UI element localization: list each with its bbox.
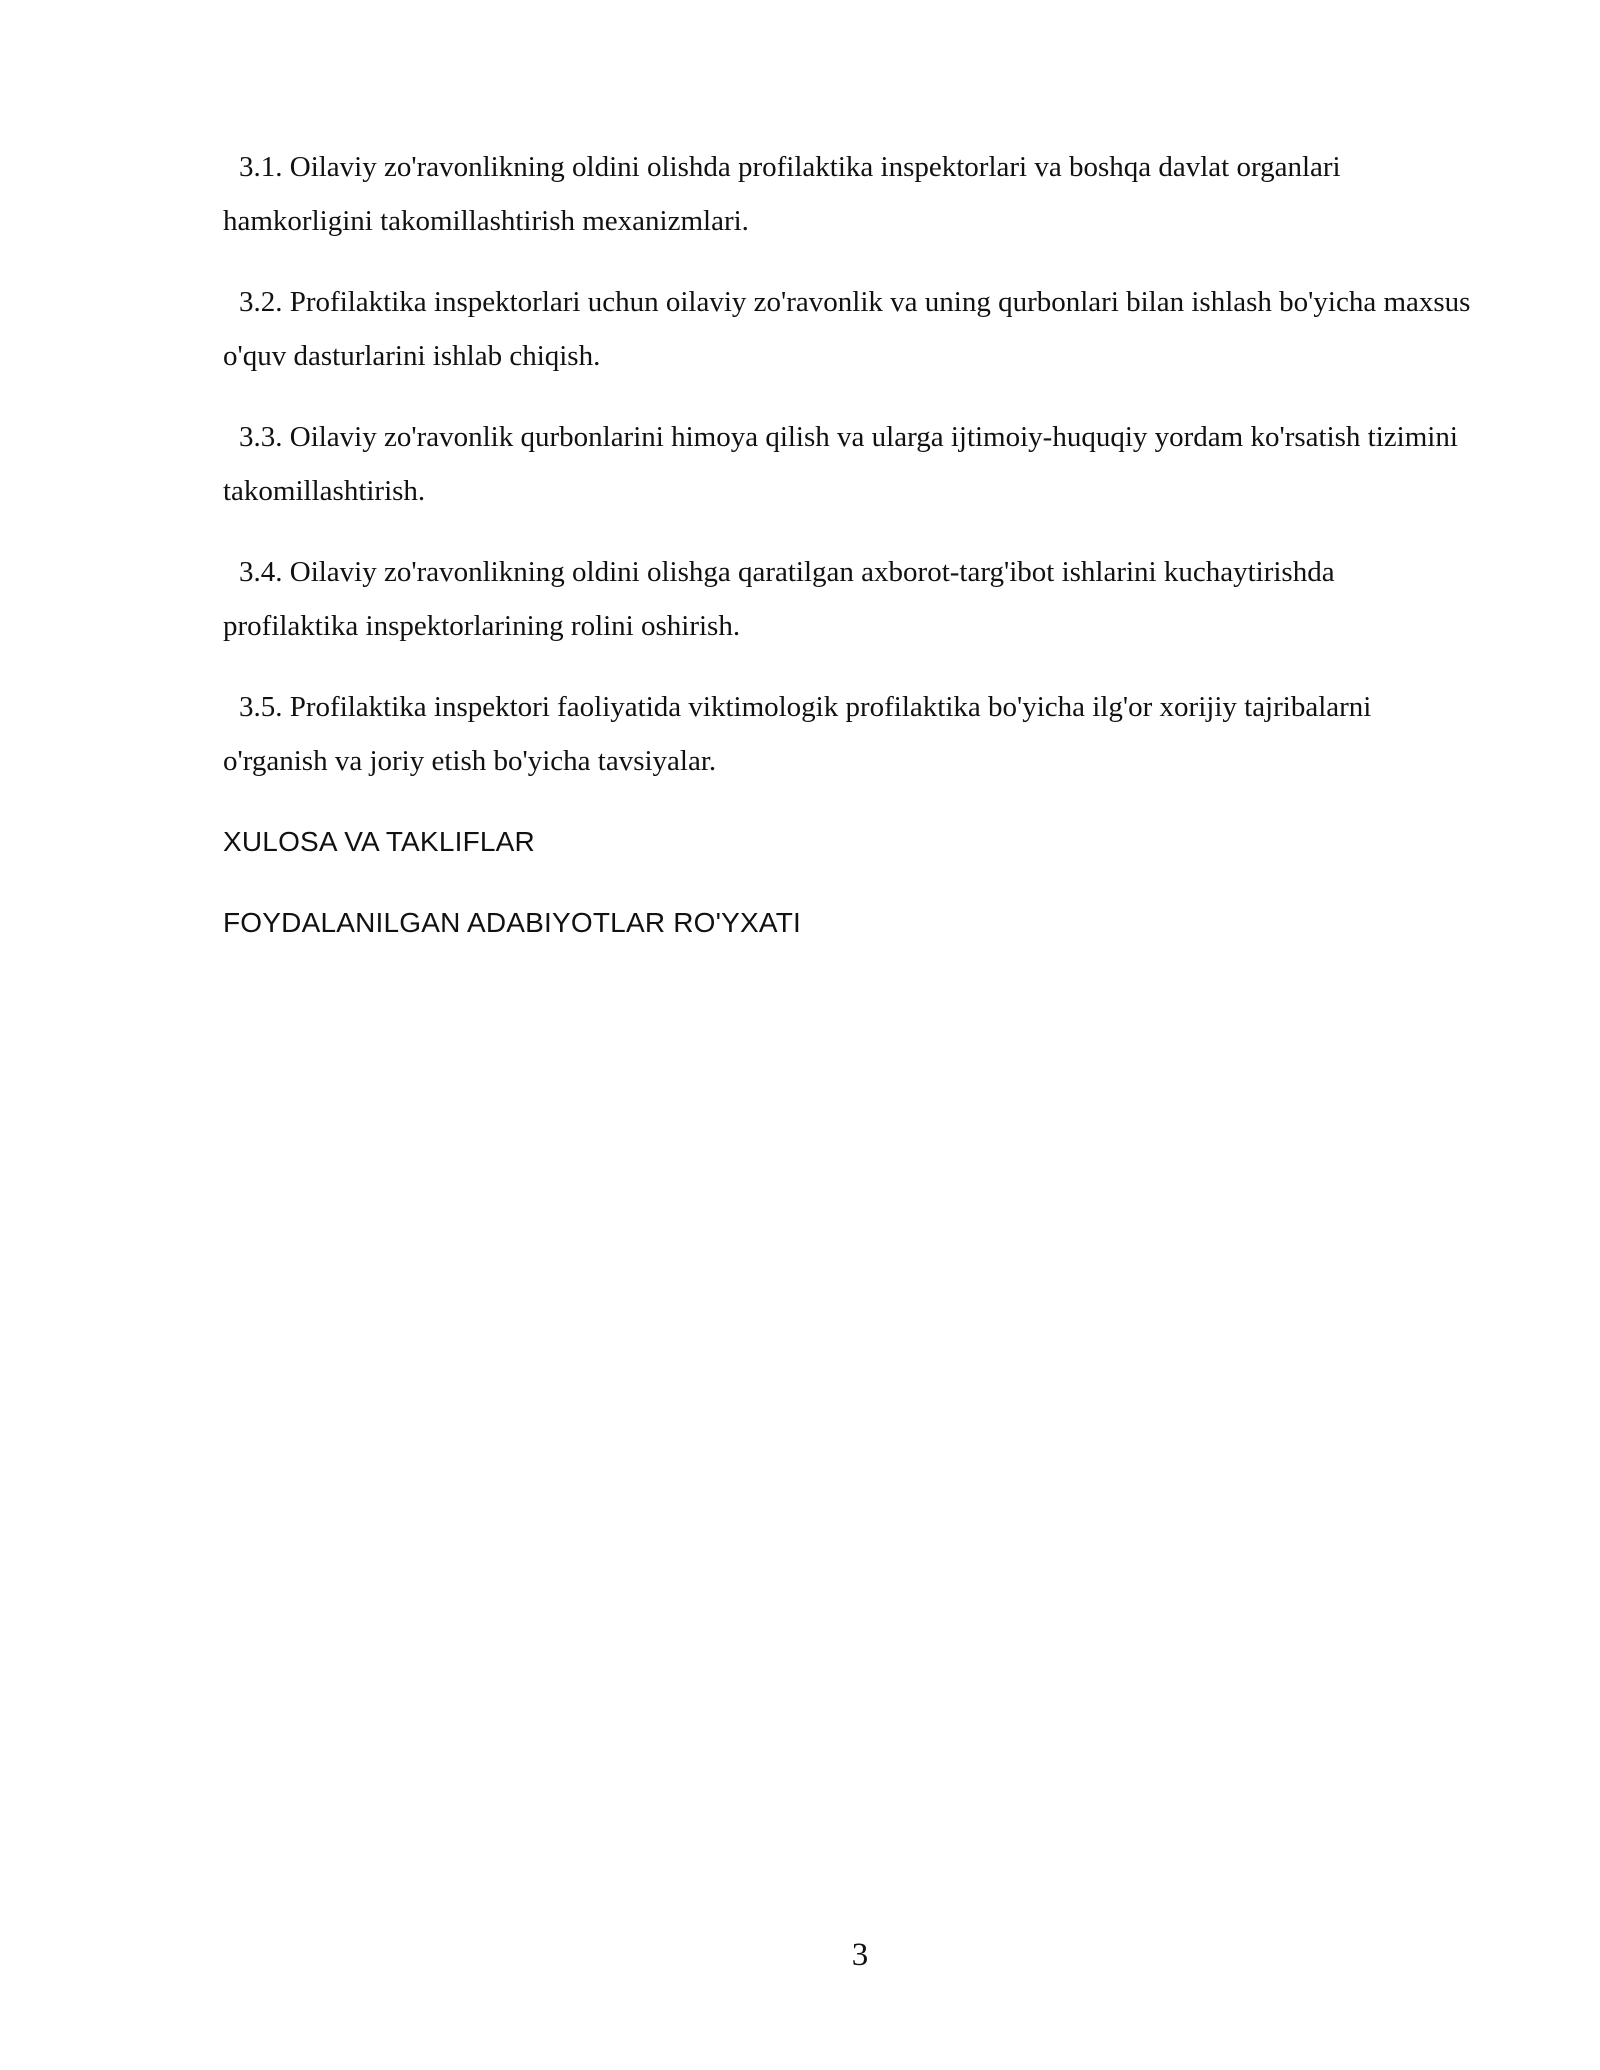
section-title: Profilaktika inspektori faoliyatida viktimologik profilaktika bo'yicha ilg'or xorijiy tajribalarni o'rganish va joriy etish bo'yicha tavsiyalar. [223, 691, 1372, 777]
references-heading: FOYDALANILGAN ADABIYOTLAR RO'YXATI [223, 907, 801, 938]
toc-entry-3-2 [223, 275, 1473, 383]
section-title: Oilaviy zo'ravonlikning oldini olishga qaratilgan axborot-targ'ibot ishlarini kuchaytirishda profilaktika inspektorlarining rolini oshirish. [223, 556, 1335, 642]
section-number: 3.4. [239, 556, 283, 588]
section-number: 3.3. [239, 421, 283, 453]
toc-entry-3-1 [223, 140, 1473, 248]
section-title: Oilaviy zo'ravonlik qurbonlarini himoya qilish va ularga ijtimoiy-huquqiy yordam ko'rsatish tizimini takomillashtirish. [223, 421, 1458, 507]
page-number: 3 [851, 1937, 869, 1973]
toc-entry-3-4 [223, 545, 1473, 653]
section-title: Profilaktika inspektorlari uchun oilaviy zo'ravonlik va uning qurbonlari bilan ishlash bo'yicha maxsus o'quv dasturlarini ishlab chiqish. [223, 286, 1471, 372]
toc-entry-3-5 [223, 680, 1473, 788]
table-of-contents [223, 140, 1473, 977]
section-number: 3.1. [239, 151, 283, 183]
toc-entry-3-3 [223, 410, 1473, 518]
section-title: Oilaviy zo'ravonlikning oldini olishda profilaktika inspektorlari va boshqa davlat organlari hamkorligini takomillashtirish mexanizmlari. [223, 151, 1341, 237]
section-number: 3.2. [239, 286, 283, 318]
section-number: 3.5. [239, 691, 283, 723]
conclusion-heading: XULOSA VA TAKLIFLAR [223, 826, 535, 857]
